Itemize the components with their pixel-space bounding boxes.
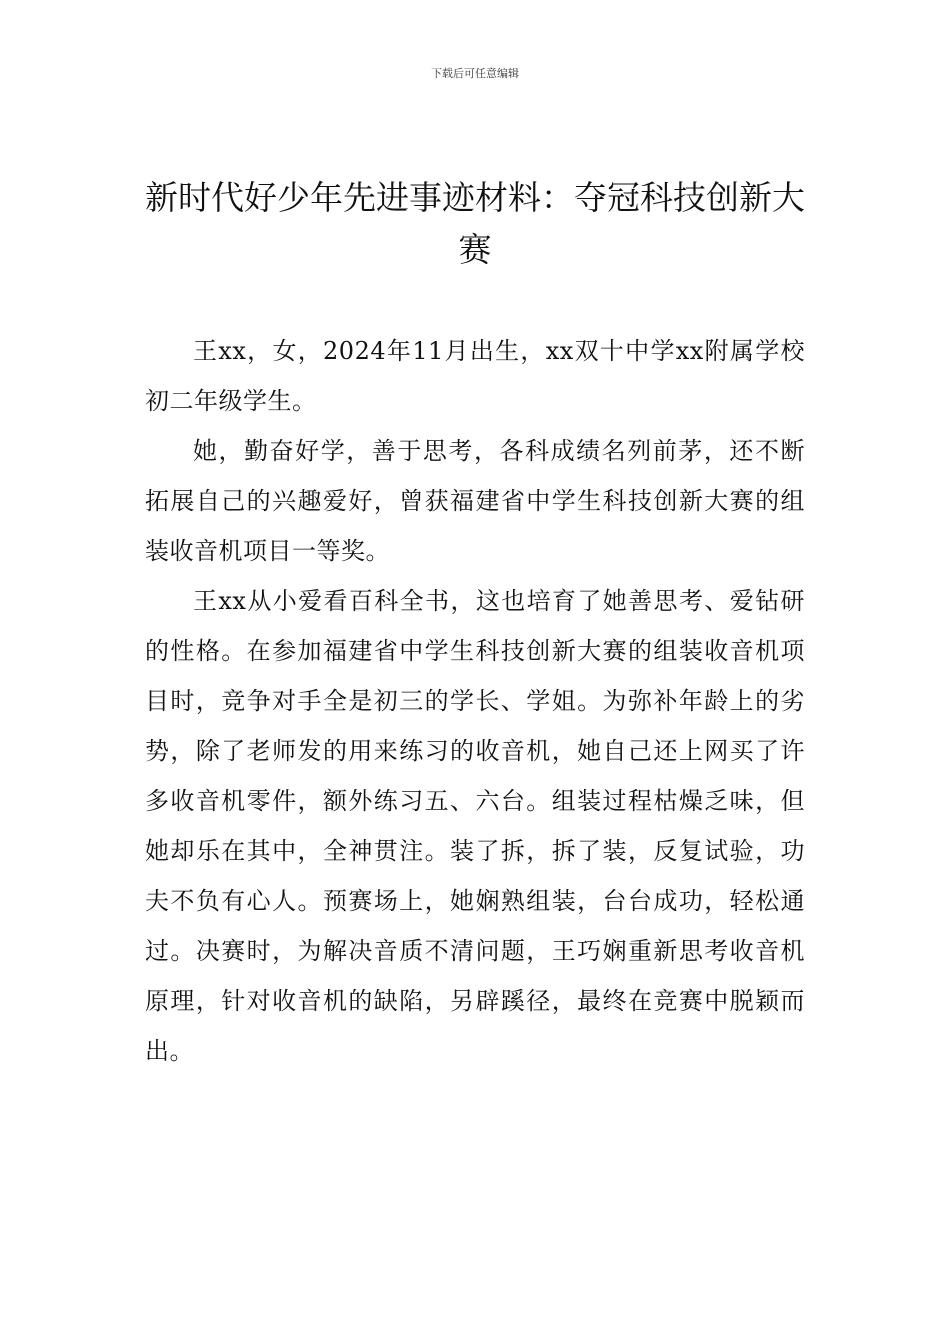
paragraph-intro: 王xx，女，2024年11月出生，xx双十中学xx附属学校初二年级学生。: [145, 337, 805, 415]
document-title: 新时代好少年先进事迹材料：夺冠科技创新大赛: [145, 178, 805, 269]
paragraph-story: 王xx从小爱看百科全书，这也培育了她善思考、爱钻研的性格。在参加福建省中学生科技创新大赛的组装收音机项目时，竞争对手全是初三的学长、学姐。为弥补年龄上的劣势，除了老师发的用来练习的收音机，她自己还上网买了许多收音机零件，额外练习五、六台。组装过程枯燥乏味，但她却乐在其中，全神贯注。装了拆，拆了装，反复试验，功夫不负有心人。预赛场上，她娴熟组装，台台成功，轻松通过。决赛时，为解决音质不清问题，王巧娴重新思考收音机原理，针对收音机的缺陷，另辟蹊径，最终在竞赛中脱颖而出。: [145, 587, 805, 1065]
document-body: [145, 326, 805, 1076]
paragraph-achievements: 她，勤奋好学，善于思考，各科成绩名列前茅，还不断拓展自己的兴趣爱好，曾获福建省中学生科技创新大赛的组装收音机项目一等奖。: [145, 437, 805, 565]
page-header-note: 下载后可任意编辑: [431, 67, 519, 80]
